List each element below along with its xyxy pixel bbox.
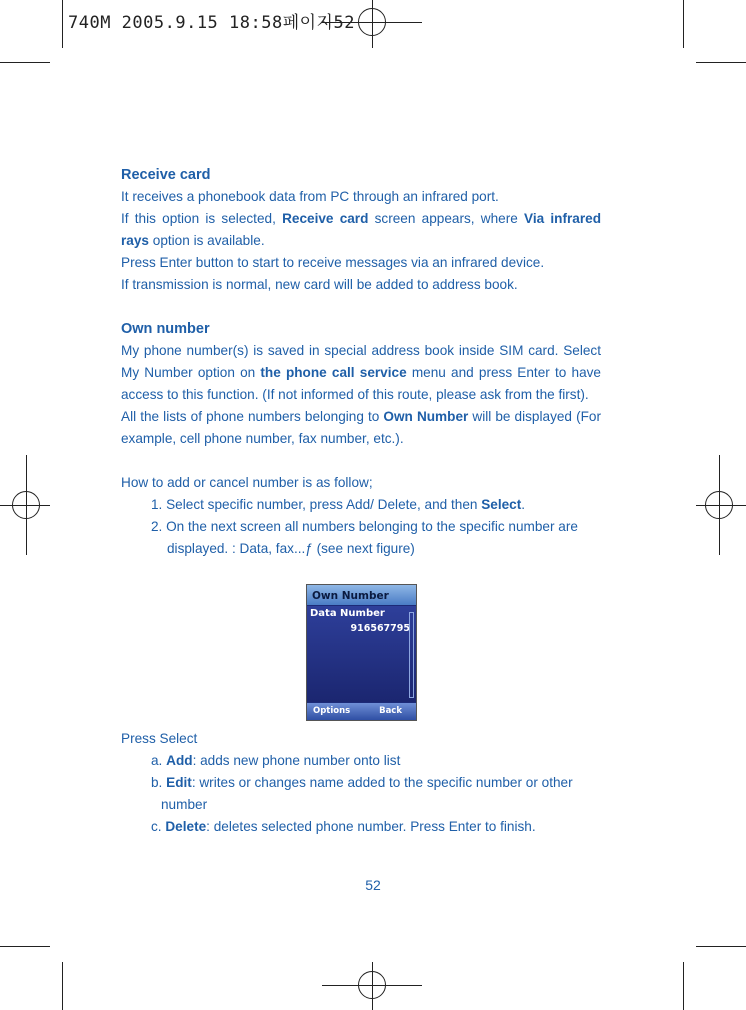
press-select-item-b: b. Edit: writes or changes name added to the specific number or other — [151, 775, 573, 790]
receive-card-line3: Press Enter button to start to receive messages via an infrared device. — [121, 255, 545, 270]
phone-screen-title: Own Number — [307, 585, 416, 605]
own-number-para1: My phone number(s) is saved in special address book inside SIM card. Select My Number option on the phone call service menu and press Enter to have access to this function. (If not informed of this route, please ask from the first). — [121, 343, 601, 402]
press-select-item-b-cont: number — [161, 797, 208, 812]
registration-circle — [12, 491, 40, 519]
crop-mark — [683, 0, 684, 48]
press-select-section — [121, 728, 601, 838]
receive-card-heading: Receive card — [121, 167, 211, 183]
crop-mark — [62, 962, 63, 1010]
phone-data-number-label: Data Number — [310, 608, 385, 619]
press-select-item-c: c. Delete: deletes selected phone number. Press Enter to finish. — [151, 819, 536, 834]
crop-mark — [696, 946, 746, 947]
registration-circle — [358, 8, 386, 36]
registration-circle — [705, 491, 733, 519]
crop-mark — [0, 946, 50, 947]
press-select-item-a: a. Add: adds new phone number onto list — [151, 753, 401, 768]
howto-step-2: 2. On the next screen all numbers belonging to the specific number are — [151, 519, 578, 534]
crop-mark — [62, 0, 63, 48]
receive-card-line2: If this option is selected, Receive card screen appears, where Via infrared rays option is available. — [121, 211, 602, 248]
crop-mark — [683, 962, 684, 1010]
press-select-title: Press Select — [121, 731, 198, 746]
print-header-stamp: 740M 2005.9.15 18:58페이지52 — [68, 13, 355, 33]
phone-options-softkey: Options — [313, 706, 351, 716]
page-number: 52 — [365, 877, 381, 893]
phone-screenshot — [306, 584, 417, 721]
crop-mark — [696, 62, 746, 63]
receive-card-line1: It receives a phonebook data from PC through an infrared port. — [121, 189, 499, 204]
own-number-para2: All the lists of phone numbers belonging to Own Number will be displayed (For example, cell phone number, fax number, etc.). — [121, 409, 601, 446]
page-content — [121, 164, 601, 560]
receive-card-line4: If transmission is normal, new card will be added to address book. — [121, 277, 518, 292]
howto-text: How to add or cancel number is as follow; — [121, 475, 373, 490]
howto-step-2-cont: displayed. : Data, fax...ƒ (see next figure) — [167, 541, 415, 556]
phone-softkey-bar — [307, 703, 416, 720]
phone-scrollbar — [409, 612, 414, 698]
phone-data-number-value: 916567795 — [350, 623, 410, 634]
crop-mark — [0, 62, 50, 63]
registration-circle — [358, 971, 386, 999]
howto-step-1: 1. Select specific number, press Add/ Delete, and then Select. — [151, 497, 526, 512]
own-number-heading: Own number — [121, 321, 210, 337]
phone-screen-body — [307, 606, 416, 702]
phone-back-softkey: Back — [379, 706, 402, 716]
